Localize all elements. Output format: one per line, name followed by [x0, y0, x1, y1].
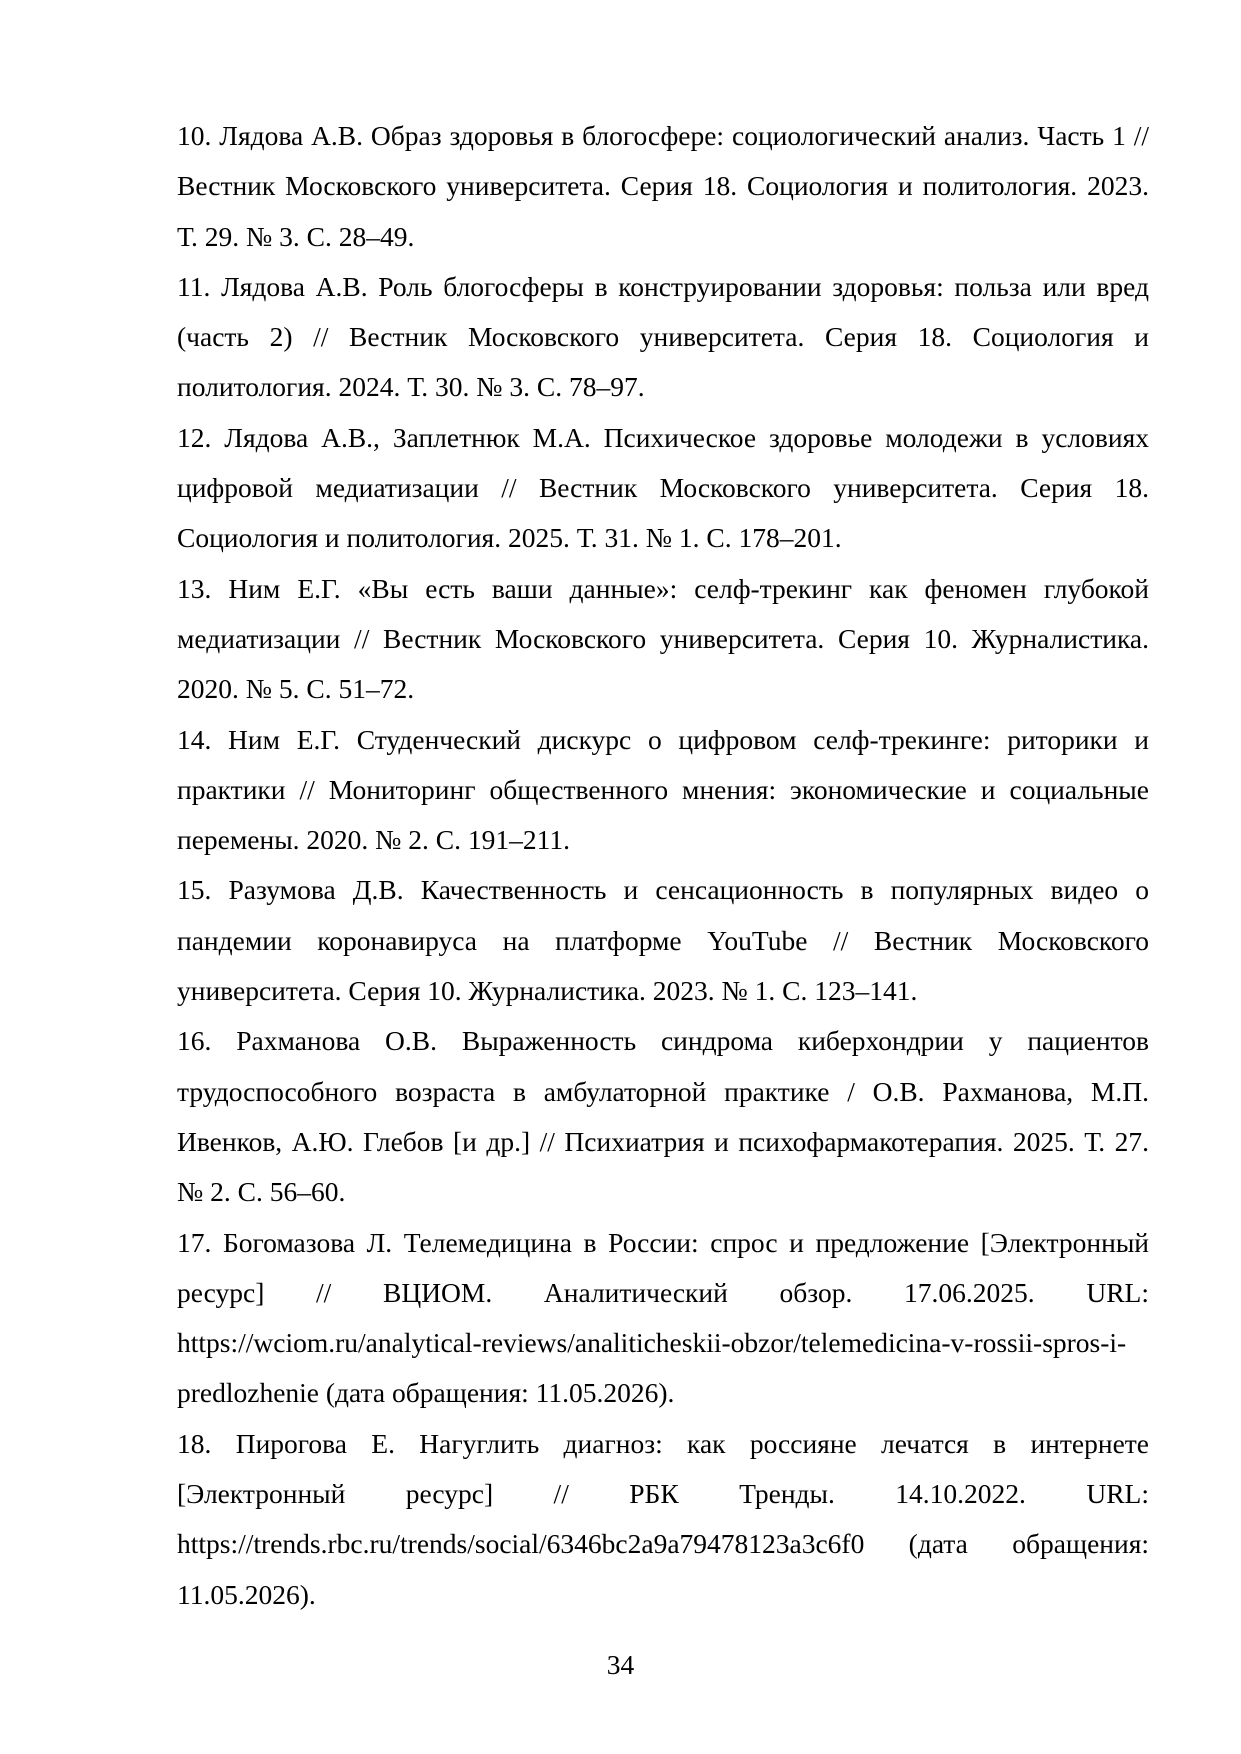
reference-item-10: [177, 111, 1149, 262]
reference-list: [177, 111, 1149, 1620]
reference-text: Ним Е.Г. «Вы есть ваши данные»: селф-трекинг как феномен глубокой медиатизации // Вестник Московского университета. Серия 10. Журналистика. 2020. № 5. С. 51–72.: [177, 572, 1149, 705]
reference-item-14: [177, 715, 1149, 866]
reference-item-12: [177, 413, 1149, 564]
reference-item-18: [177, 1419, 1149, 1620]
reference-text: Пирогова Е. Нагуглить диагноз: как россияне лечатся в интернете [Электронный ресурс] // РБК Тренды. 14.10.2022. URL: https://trends.rbc.ru/trends/social/6346bc2a9a79478123a3c6f0 (дата обращения: 11.05.2026).: [177, 1427, 1150, 1610]
reference-item-11: [177, 262, 1149, 413]
page-number: 34: [606, 1649, 635, 1680]
reference-item-15: [177, 865, 1149, 1016]
reference-item-17: [177, 1218, 1149, 1419]
reference-text: Богомазова Л. Телемедицина в России: спрос и предложение [Электронный ресурс] // ВЦИОМ. Аналитический обзор. 17.06.2025. URL: https://wciom.ru/analytical-reviews/analiticheskii-obzor/telemedicina-v-rossii-spros-i-predlozhenie (дата обращения: 11.05.2026).: [177, 1226, 1150, 1409]
reference-number: 11.: [177, 270, 211, 302]
reference-number: 12.: [177, 421, 212, 453]
reference-text: Ним Е.Г. Студенческий дискурс о цифровом селф-трекинге: риторики и практики // Мониторинг общественного мнения: экономические и социальные перемены. 2020. № 2. С. 191–211.: [177, 723, 1149, 856]
reference-number: 13.: [177, 572, 212, 604]
reference-text: Разумова Д.В. Качественность и сенсационность в популярных видео о пандемии коронавируса на платформе YouTube // Вестник Московского университета. Серия 10. Журналистика. 2023. № 1. С. 123–141.: [177, 874, 1150, 1007]
reference-text: Рахманова О.В. Выраженность синдрома киберхондрии у пациентов трудоспособного возраста в амбулаторной практике / О.В. Рахманова, М.П. Ивенков, А.Ю. Глебов [и др.] // Психиатрия и психофармакотерапия. 2025. Т. 27. № 2. С. 56–60.: [177, 1025, 1149, 1208]
reference-number: 16.: [177, 1025, 212, 1057]
reference-text: Лядова А.В. Образ здоровья в блогосфере: социологический анализ. Часть 1 // Вестник Московского университета. Серия 18. Социология и политология. 2023. Т. 29. № 3. С. 28–49.: [177, 120, 1150, 252]
reference-item-13: [177, 564, 1149, 715]
reference-item-16: [177, 1016, 1149, 1217]
reference-text: Лядова А.В., Заплетнюк М.А. Психическое здоровье молодежи в условиях цифровой медиатизации // Вестник Московского университета. Серия 18. Социология и политология. 2025. Т. 31. № 1. С. 178–201.: [177, 421, 1149, 554]
reference-number: 17.: [177, 1226, 212, 1258]
reference-number: 18.: [177, 1427, 212, 1459]
reference-number: 14.: [177, 723, 212, 755]
reference-text: Лядова А.В. Роль блогосферы в конструировании здоровья: польза или вред (часть 2) // Вестник Московского университета. Серия 18. Социология и политология. 2024. Т. 30. № 3. С. 78–97.: [177, 270, 1149, 403]
reference-number: 15.: [177, 874, 212, 906]
reference-number: 10.: [177, 120, 212, 151]
